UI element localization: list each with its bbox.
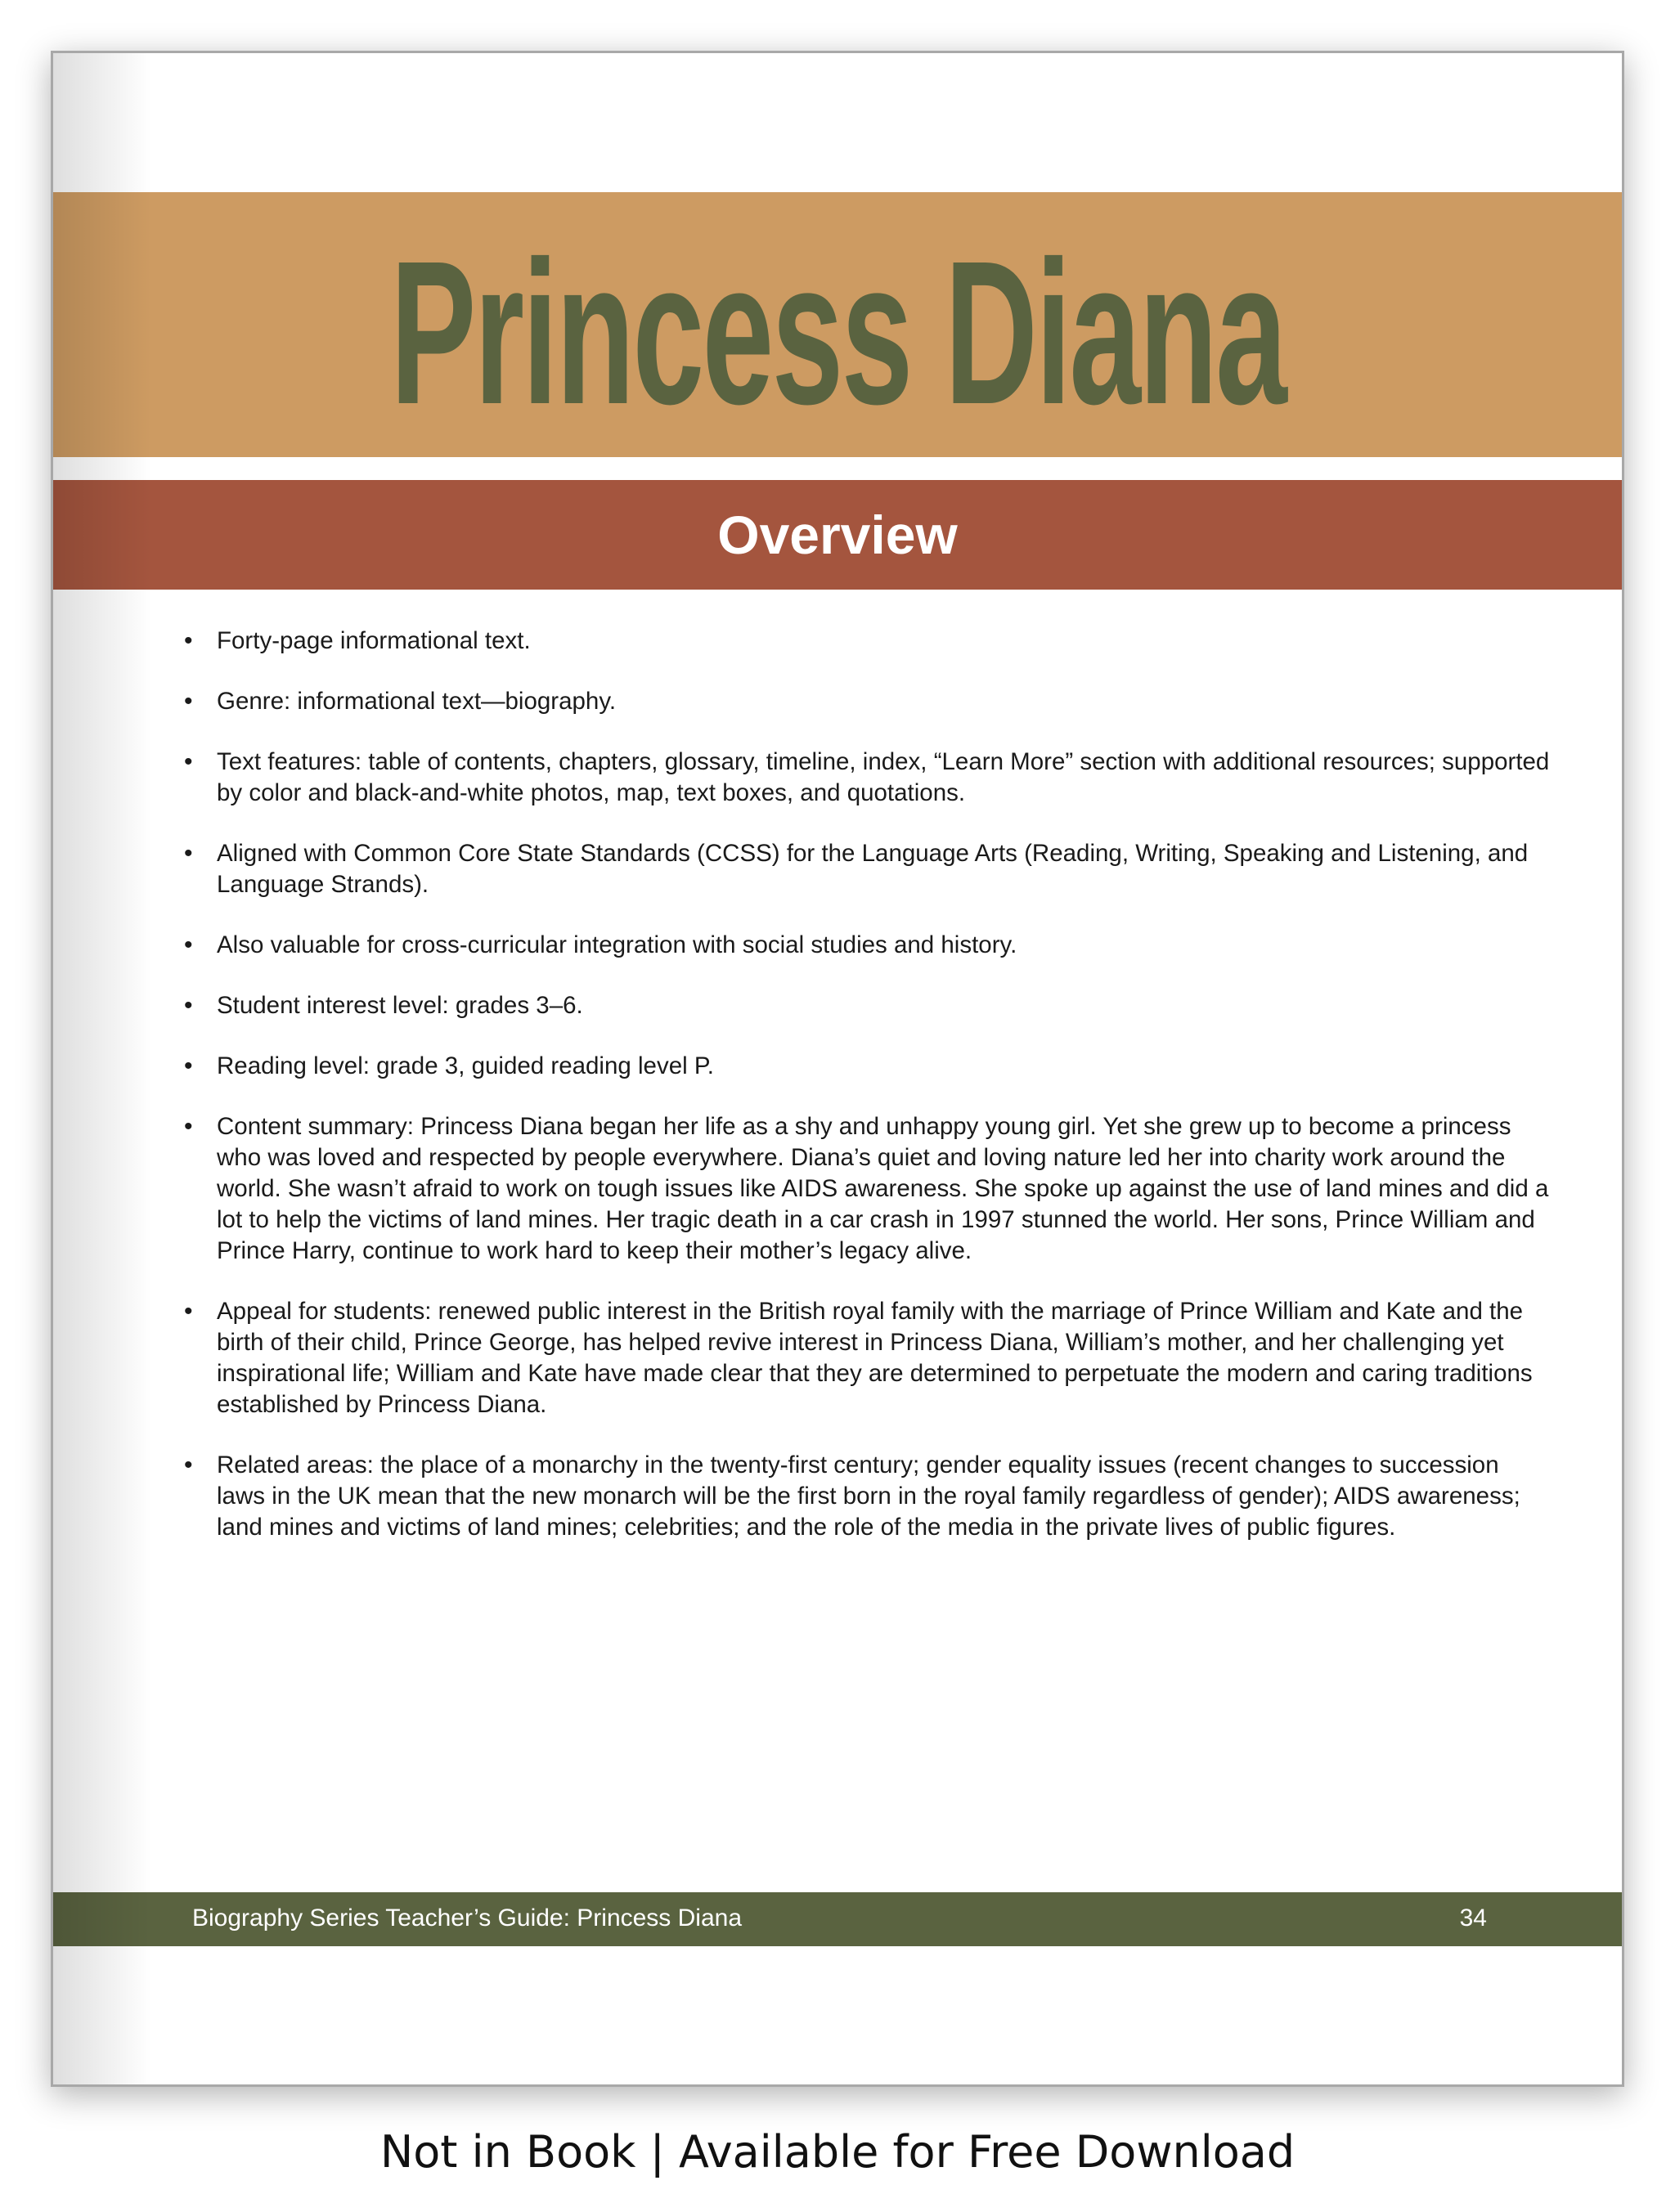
list-item-text: Appeal for students: renewed public interest in the British royal family with the marriage of Prince William and Kate and the birth of their child, Prince George, has helped revive interest in Princess Diana, William’s mother, and her challenging yet inspirational life; William and Kate have made clear that they are determined to perpetuate the modern and caring traditions established by Princess Diana. xyxy=(217,1298,1533,1418)
page-title: Princess Diana xyxy=(389,218,1286,446)
list-item-text: Forty-page informational text. xyxy=(217,627,531,654)
list-item xyxy=(184,1450,1550,1543)
bullet-icon: • xyxy=(184,1113,193,1140)
bullet-icon: • xyxy=(184,1052,193,1079)
section-band xyxy=(53,480,1622,590)
footer-title: Biography Series Teacher’s Guide: Princess Diana xyxy=(192,1905,743,1932)
list-item xyxy=(184,686,1550,717)
list-item-text: Genre: informational text—biography. xyxy=(217,688,617,715)
overview-list xyxy=(184,626,1550,1573)
list-item xyxy=(184,626,1550,657)
list-item-text: Reading level: grade 3, guided reading level P. xyxy=(217,1052,714,1079)
bullet-icon: • xyxy=(184,840,193,867)
list-item-text: Text features: table of contents, chapters, glossary, timeline, index, “Learn More” section with additional resources; supported by color and black-and-white photos, map, text boxes, and quotations. xyxy=(217,748,1550,806)
bullet-icon: • xyxy=(184,627,193,654)
bullet-icon: • xyxy=(184,688,193,715)
document-page xyxy=(51,51,1624,2087)
list-item-text: Aligned with Common Core State Standards (CCSS) for the Language Arts (Reading, Writing, Speaking and Listening, and Language Strands). xyxy=(217,840,1529,898)
bullet-icon: • xyxy=(184,992,193,1019)
title-band xyxy=(53,192,1622,457)
list-item-text: Also valuable for cross-curricular integration with social studies and history. xyxy=(217,931,1017,958)
section-title: Overview xyxy=(717,505,958,565)
page-number: 34 xyxy=(1459,1905,1487,1932)
list-item xyxy=(184,990,1550,1021)
bullet-icon: • xyxy=(184,1451,193,1478)
bullet-icon: • xyxy=(184,931,193,958)
bullet-icon: • xyxy=(184,1298,193,1325)
list-item-text: Content summary: Princess Diana began her life as a shy and unhappy young girl. Yet she grew up to become a princess who was loved and respected by people everywhere. Diana’s quiet and loving nature led her into charity work around the world. She wasn’t afraid to work on tough issues like AIDS awareness. She spoke up against the use of land mines and did a lot to help the victims of land mines. Her tragic death in a car crash in 1997 stunned the world. Her sons, Prince William and Prince Harry, continue to work hard to keep their mother’s legacy alive. xyxy=(217,1113,1549,1264)
page-footer xyxy=(53,1892,1622,1946)
list-item xyxy=(184,838,1550,900)
list-item-text: Student interest level: grades 3–6. xyxy=(217,992,583,1019)
list-item xyxy=(184,1296,1550,1420)
list-item xyxy=(184,930,1550,961)
bullet-icon: • xyxy=(184,748,193,775)
list-item xyxy=(184,747,1550,809)
download-caption: Not in Book | Available for Free Download xyxy=(379,2126,1296,2178)
list-item xyxy=(184,1111,1550,1267)
list-item-text: Related areas: the place of a monarchy in the twenty-first century; gender equality issues (recent changes to succession laws in the UK mean that the new monarch will be the first born in the royal family regardless of gender); AIDS awareness; land mines and victims of land mines; celebrities; and the role of the media in the private lives of public figures. xyxy=(217,1451,1520,1541)
list-item xyxy=(184,1051,1550,1082)
